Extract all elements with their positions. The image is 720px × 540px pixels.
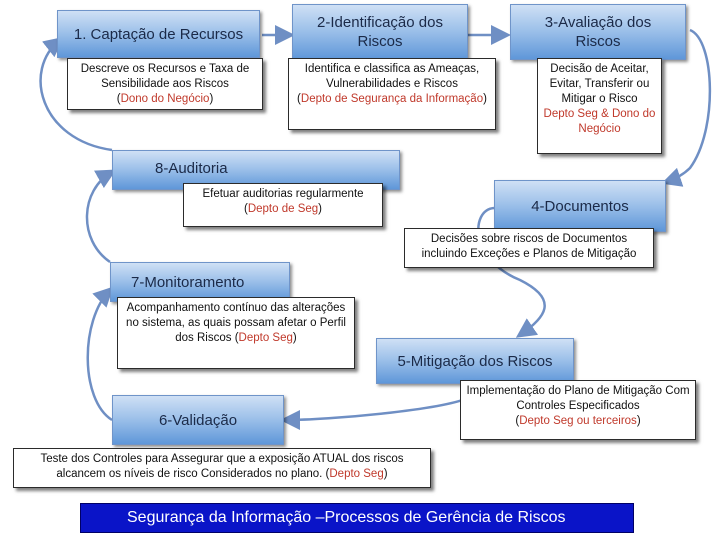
step-8-owner: Depto de Seg	[247, 203, 319, 215]
step-3-title-text: 3-Avaliação dos Riscos	[544, 14, 652, 50]
step-2-title	[292, 4, 468, 60]
step-4-title	[494, 180, 666, 232]
step-2-desc-text: Identifica e classifica as Ameaças, Vulnerabilidades e Riscos	[304, 63, 480, 90]
step-1-description: Descreve os Recursos e Taxa de Sensibilidade aos Riscos (Dono do Negócio)	[67, 58, 263, 110]
step-6-desc-text: Teste dos Controles para Assegurar que a exposição ATUAL dos riscos alcancem os níveis de risco Considerados no plano.	[40, 453, 404, 480]
step-6-description: Teste dos Controles para Assegurar que a exposição ATUAL dos riscos alcancem os níveis de risco Considerados no plano. (Depto Seg)	[13, 448, 431, 488]
footer-banner	[80, 503, 634, 533]
step-3-description	[537, 58, 662, 154]
step-7-title-text: 7-Monitoramento	[131, 273, 245, 291]
step-1-owner: Dono do Negócio	[120, 93, 210, 105]
step-2-description: Identifica e classifica as Ameaças, Vulnerabilidades e Riscos (Depto de Segurança da Informação)	[288, 58, 496, 130]
step-5-owner: Depto Seg ou terceiros	[519, 415, 637, 427]
step-1-title	[57, 10, 260, 58]
step-3-owner: Depto Seg & Dono do Negócio	[543, 108, 656, 135]
step-2-title-text: 2-Identificação dos Riscos	[317, 14, 443, 50]
arrow-s7-to-s8	[87, 172, 112, 262]
step-1-title-text: 1. Captação de Recursos	[73, 25, 244, 43]
step-5-description: Implementação do Plano de Mitigação Com Controles Especificados (Depto Seg ou terceiros)	[460, 380, 696, 440]
step-4-title-text: 4-Documentos	[531, 197, 629, 215]
arrow-s6-to-s7	[88, 290, 112, 420]
step-4-description	[404, 228, 654, 268]
arrow-s5-to-s6	[285, 398, 468, 420]
step-8-title-text: 8-Auditoria	[155, 160, 228, 177]
step-7-desc-text: Acompanhamento contínuo das alterações no sistema, as quais possam afetar o Perfil dos Riscos	[126, 302, 346, 344]
step-7-title	[110, 262, 290, 302]
step-5-title	[376, 338, 574, 384]
step-6-title-text: 6-Validação	[158, 411, 238, 429]
step-8-description: Efetuar auditorias regularmente (Depto de Seg)	[183, 183, 383, 227]
step-1-desc-text: Descreve os Recursos e Taxa de Sensibilidade aos Riscos	[80, 63, 250, 90]
step-7-description: Acompanhamento contínuo das alterações no sistema, as quais possam afetar o Perfil dos Riscos (Depto Seg)	[117, 297, 355, 369]
footer-banner-text: Segurança da Informação –Processos de Gerência de Riscos	[127, 509, 566, 526]
step-5-desc-text: Implementação do Plano de Mitigação Com Controles Especificados	[466, 385, 690, 412]
step-2-owner: Depto de Segurança da Informação	[300, 93, 484, 105]
step-3-title	[510, 4, 686, 60]
step-5-title-text: 5-Mitigação dos Riscos	[397, 352, 553, 370]
step-6-title	[112, 395, 284, 445]
step-4-desc-text: Decisões sobre riscos de Documentos incluindo Exceções e Planos de Mitigação	[421, 233, 637, 260]
step-7-owner: Depto Seg	[238, 332, 293, 344]
step-6-owner: Depto Seg	[329, 468, 384, 480]
step-8-desc-text: Efetuar auditorias regularmente	[202, 188, 364, 200]
step-3-desc-text: Decisão de Aceitar, Evitar, Transferir ou Mitigar o Risco	[549, 63, 650, 105]
